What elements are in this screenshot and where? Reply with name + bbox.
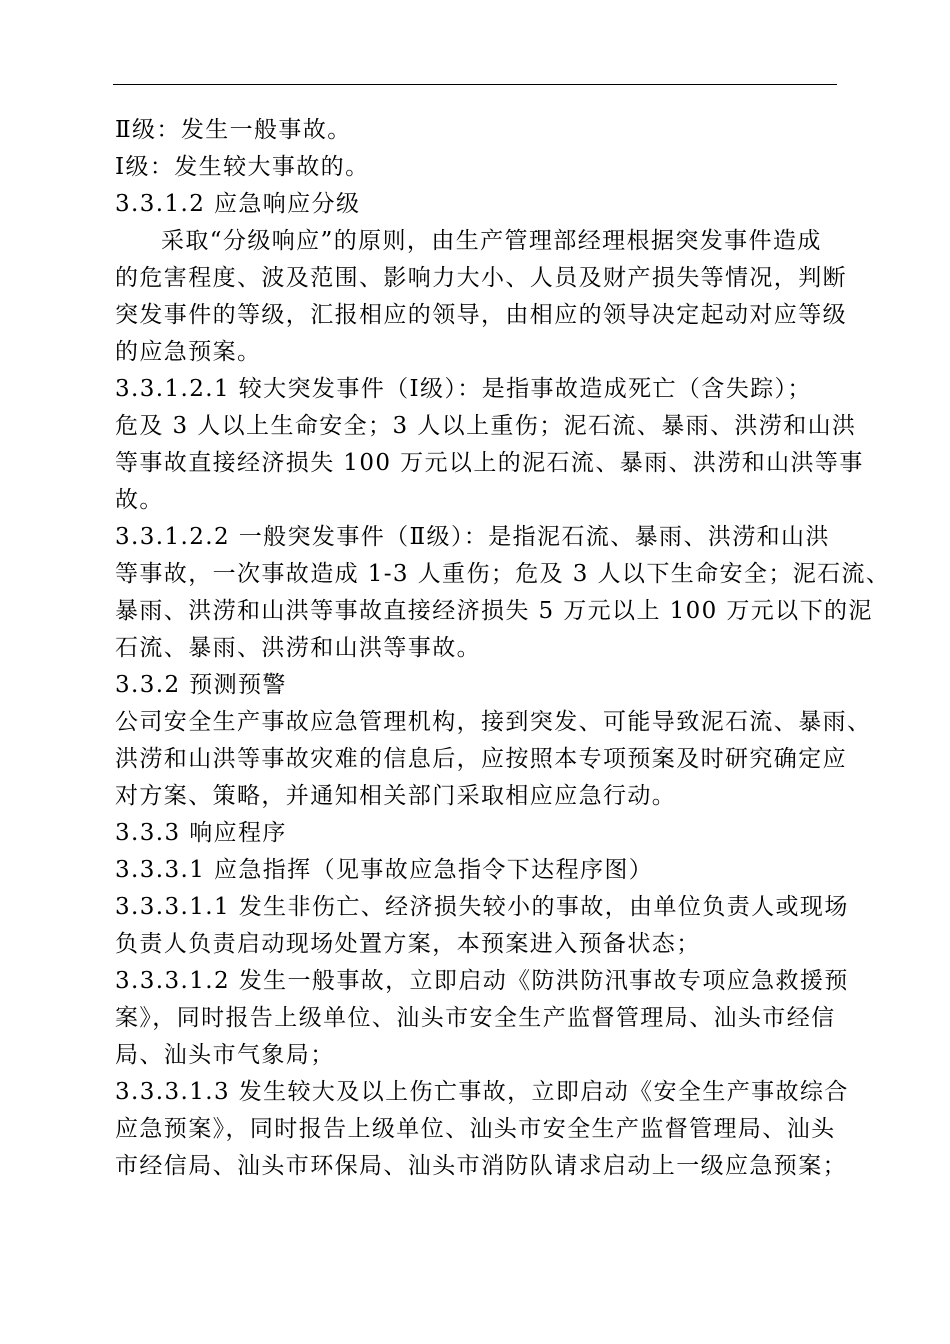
document-body [115,112,891,1185]
section-heading-3-3-2: 3.3.2 预测预警 [115,672,287,698]
paragraph-line: 的应急预案。 [115,339,262,365]
paragraph-line: 危及 3 人以上生命安全；3 人以上重伤；泥石流、暴雨、洪涝和山洪 [115,413,857,439]
paragraph-line: 3.3.1.2.1 较大突发事件（Ⅰ级）：是指事故造成死亡（含失踪）； [115,376,812,402]
paragraph-line: 局、汕头市气象局； [115,1042,335,1068]
paragraph-line: 3.3.1.2.2 一般突发事件（Ⅱ级）：是指泥石流、暴雨、洪涝和山洪 [115,524,830,550]
section-heading-3-3-3: 3.3.3 响应程序 [115,820,287,846]
paragraph-line: 公司安全生产事故应急管理机构，接到突发、可能导致泥石流、暴雨、 [115,709,872,735]
paragraph-line: 等事故，一次事故造成 1-3 人重伤；危及 3 人以下生命安全；泥石流、 [115,561,891,587]
paragraph-line: 采取“分级响应”的原则，由生产管理部经理根据突发事件造成 [161,228,822,254]
paragraph-line: 案》，同时报告上级单位、汕头市安全生产监督管理局、汕头市经信 [115,1005,836,1031]
paragraph-line: 应急预案》，同时报告上级单位、汕头市安全生产监督管理局、汕头 [115,1116,836,1142]
paragraph-line: 石流、暴雨、洪涝和山洪等事故。 [115,635,481,661]
text-line-level-2: Ⅱ级：发生一般事故。 [115,117,352,143]
paragraph-line: 洪涝和山洪等事故灾难的信息后，应按照本专项预案及时研究确定应 [115,746,847,772]
paragraph-line: 3.3.3.1.3 发生较大及以上伤亡事故，立即启动《安全生产事故综合 [115,1079,849,1105]
header-rule [113,84,837,85]
paragraph-line: 3.3.3.1.2 发生一般事故，立即启动《防洪防汛事故专项应急救援预 [115,968,849,994]
paragraph-line: 的危害程度、波及范围、影响力大小、人员及财产损失等情况，判断 [115,265,847,291]
section-heading-3-3-3-1: 3.3.3.1 应急指挥（见事故应急指令下达程序图） [115,857,654,883]
section-heading-3-3-1-2: 3.3.1.2 应急响应分级 [115,191,361,217]
paragraph-line: 等事故直接经济损失 100 万元以上的泥石流、暴雨、洪涝和山洪等事 [115,450,864,476]
paragraph-line: 市经信局、汕头市环保局、汕头市消防队请求启动上一级应急预案； [115,1153,847,1179]
paragraph-line: 负责人负责启动现场处置方案，本预案进入预备状态； [115,931,701,957]
paragraph-line: 故。 [115,487,164,513]
paragraph-line: 对方案、策略，并通知相关部门采取相应应急行动。 [115,783,677,809]
paragraph-line: 3.3.3.1.1 发生非伤亡、经济损失较小的事故，由单位负责人或现场 [115,894,849,920]
paragraph-line: 暴雨、洪涝和山洪等事故直接经济损失 5 万元以上 100 万元以下的泥 [115,598,873,624]
text-line-level-1: Ⅰ级：发生较大事故的。 [115,154,370,180]
paragraph-line: 突发事件的等级，汇报相应的领导，由相应的领导决定起动对应等级 [115,302,847,328]
